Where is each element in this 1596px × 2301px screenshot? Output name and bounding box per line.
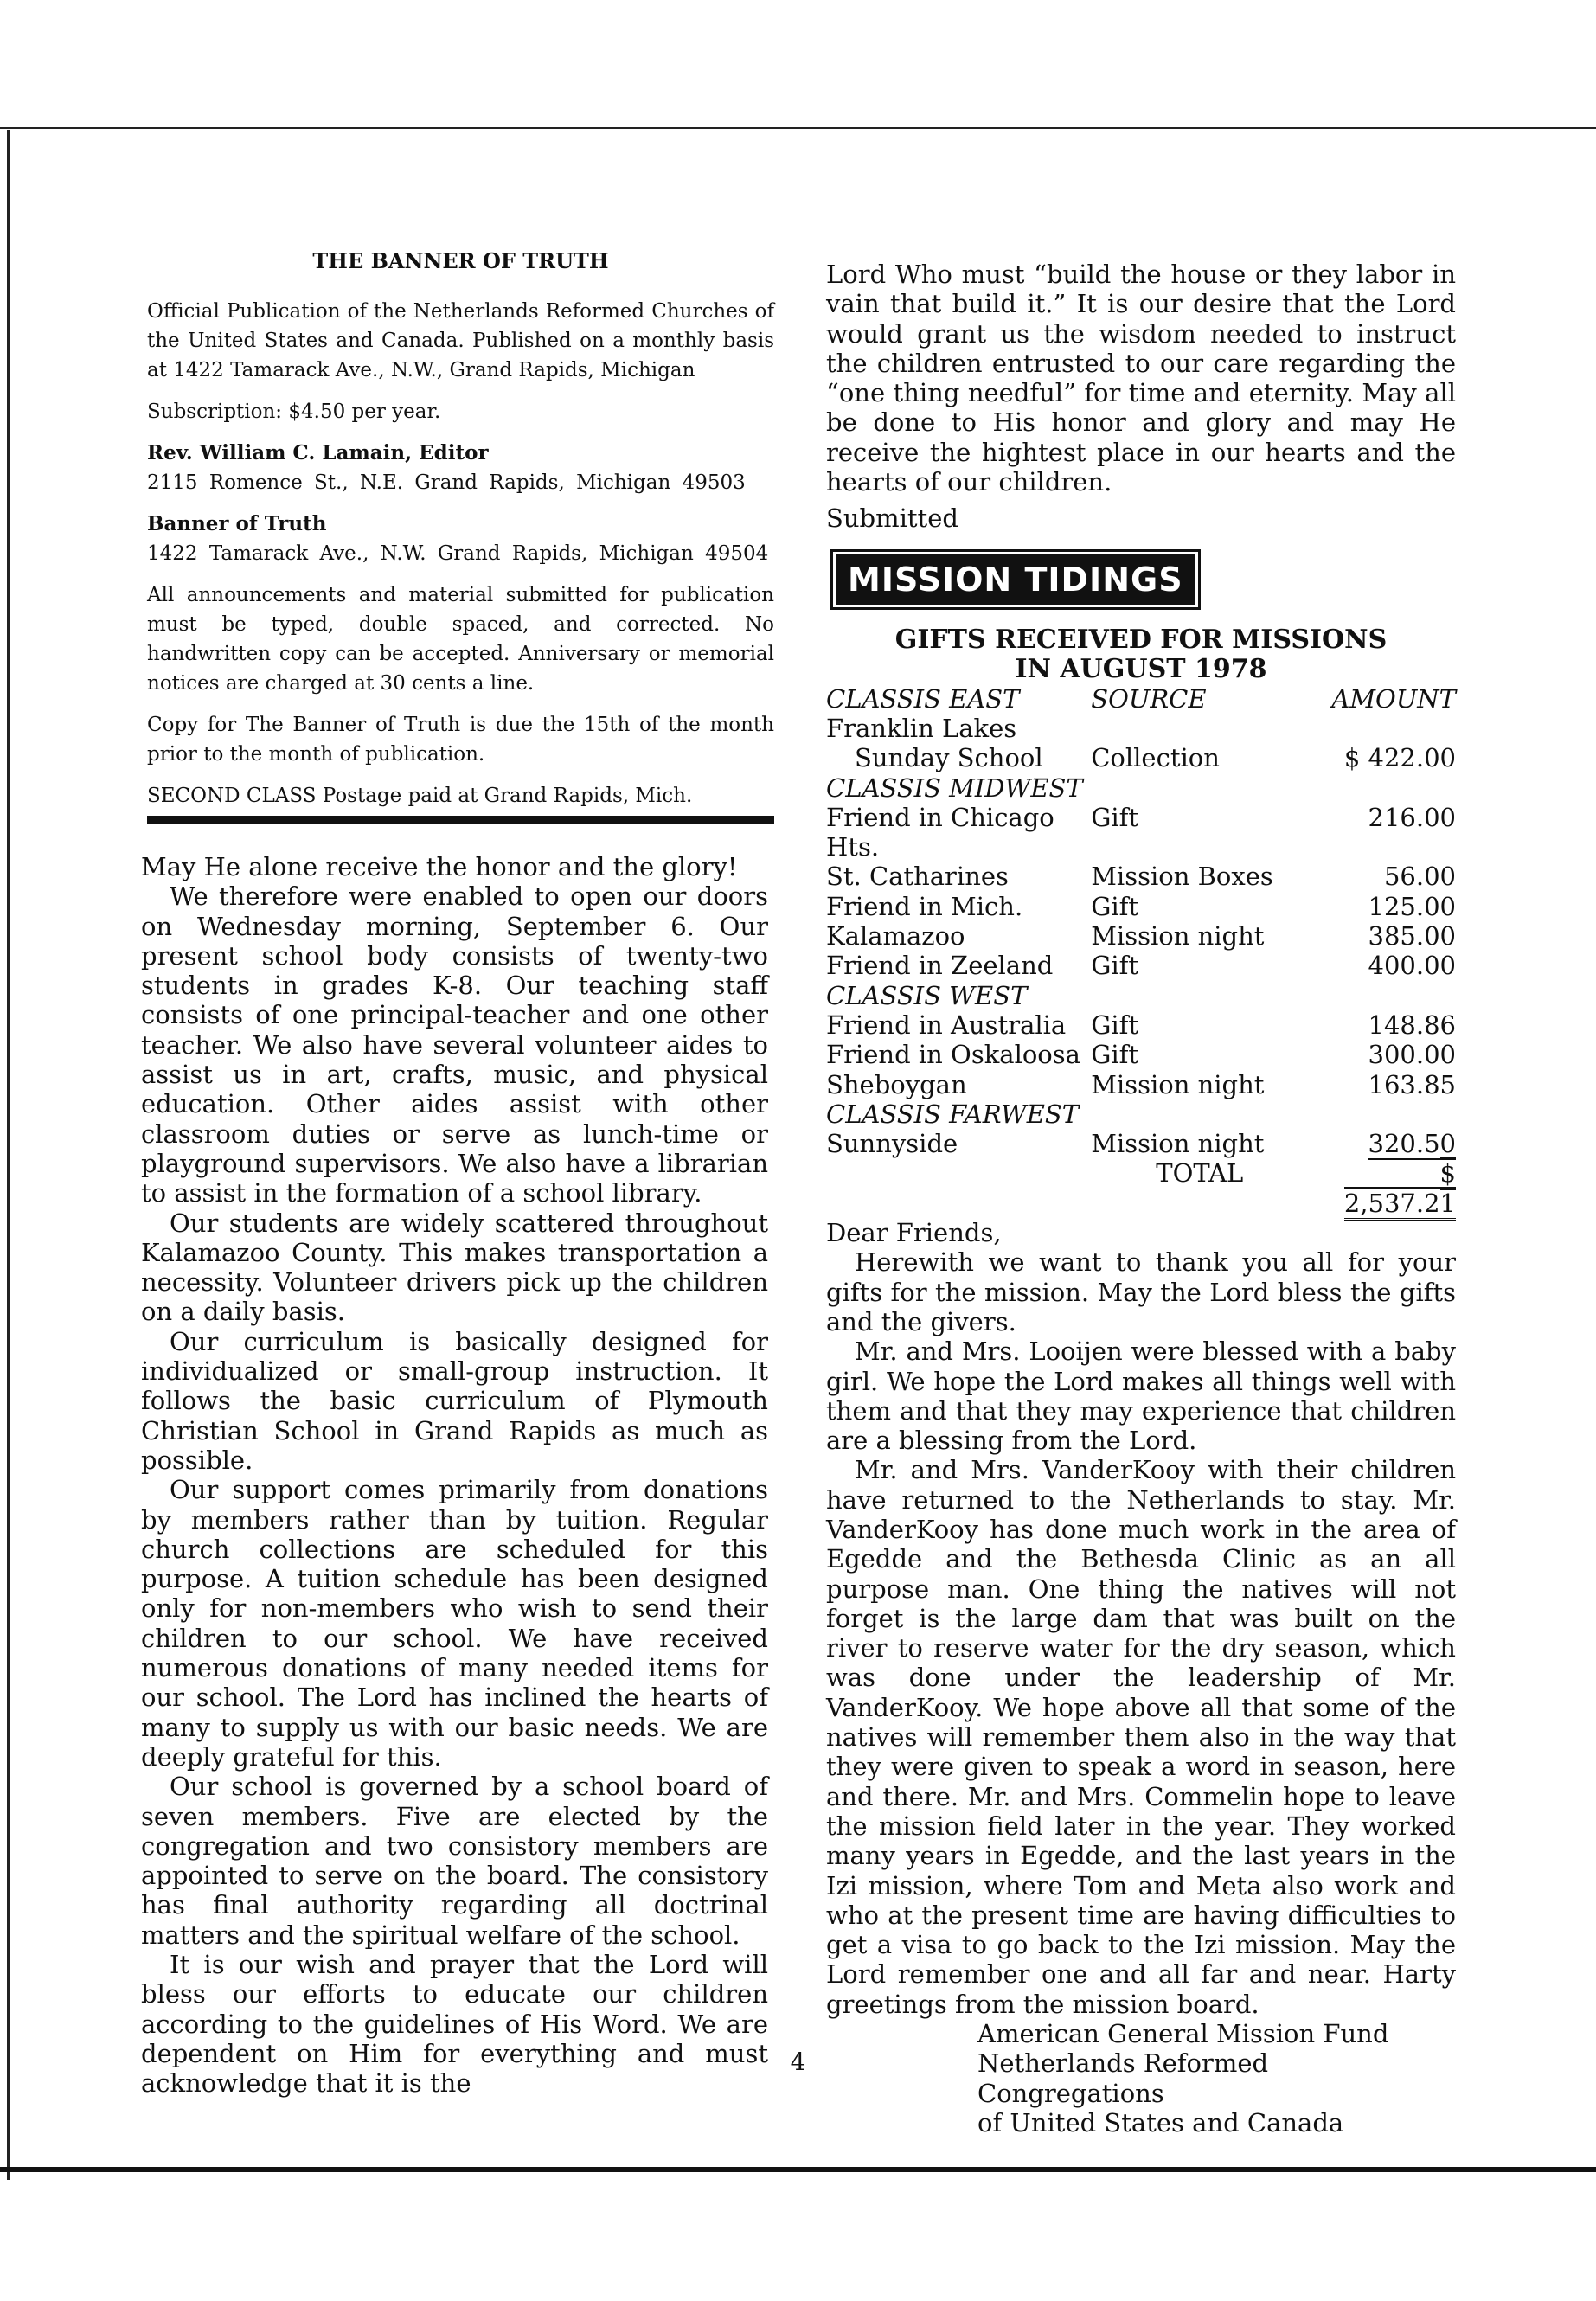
table-header-row: [826, 684, 1456, 714]
letter-signature: [977, 2019, 1456, 2138]
donor-name: Sheboygan: [826, 1069, 967, 1099]
header-source: SOURCE: [1091, 683, 1207, 714]
banner-address: 1422 Tamarack Ave., N.W. Grand Rapids, Michigan 49504: [147, 542, 769, 565]
classis-heading: CLASSIS MIDWEST: [826, 772, 1083, 803]
gift-source: Gift: [1091, 951, 1139, 981]
copy-due-notice: Copy for The Banner of Truth is due the 15th of the month prior to the month of publication.: [147, 714, 774, 766]
masthead-title: THE BANNER OF TRUTH: [312, 248, 609, 273]
classis-heading: CLASSIS WEST: [826, 980, 1028, 1010]
gift-amount: 148.86: [1368, 1009, 1456, 1040]
table-row: [826, 921, 1456, 951]
donor-name: Friend in Chicago Hts.: [826, 802, 1054, 862]
mission-tidings-label: MISSION TIDINGS: [836, 554, 1195, 605]
table-row: [826, 1010, 1456, 1040]
top-rule: [0, 127, 1596, 129]
gift-amount: 125.00: [1368, 891, 1456, 921]
gift-source: Gift: [1091, 1040, 1139, 1070]
donor-name: Sunnyside: [826, 1129, 958, 1159]
gift-source: Gift: [1091, 802, 1139, 832]
total-amount-value: $ 2,537.21: [1344, 1157, 1456, 1220]
donor-name: Franklin Lakes: [826, 713, 1017, 743]
body-paragraph: Our support comes primarily from donations by members rather than by tuition. Regular church collections are scheduled for this purpose. A tuition schedule has been designed only for non-members who wish to send their children to our school. We have received numerous donations of many needed items for our school. The Lord has inclined the hearts of many to supply us with our basic needs. We are deeply grateful for this.: [141, 1475, 768, 1772]
donor-name: Friend in Oskaloosa: [826, 1040, 1080, 1070]
table-row: [826, 951, 1456, 980]
official-notice: Official Publication of the Netherlands Reformed Churches of the United States and Canada. Published on a monthly basis at 1422 Tamarack Ave., N.W., Grand Rapids, Michigan: [147, 300, 774, 381]
letter-paragraph: Mr. and Mrs. VanderKooy with their children have returned to the Netherlands to stay. Mr. VanderKooy has done much work in the area of Egedde and the Bethesda Clinic as an all purpose man. One thing the natives will not forget is the large dam that was built on the river to reserve water for the dry season, which was done under the leadership of Mr. VanderKooy. We hope above all that some of the natives will remember them also in the way that they were given to speak a word in season, here and there. Mr. and Mrs. Commelin hope to leave the mission field later in the year. They worked many years in Egedde, and the last years in the Izi mission, where Tom and Meta also work and who at the present time are having difficulties to get a visa to go back to the Izi mission. May the Lord remember one and all far and near. Harty greetings from the mission board.: [826, 1455, 1456, 2019]
table-row: [826, 803, 1456, 862]
donor-name: Kalamazoo: [826, 921, 965, 952]
signature-line: of United States and Canada: [977, 2107, 1344, 2138]
gift-source: Gift: [1091, 891, 1139, 921]
total-row: [826, 1158, 1456, 1218]
donor-name: Friend in Zeeland: [826, 951, 1054, 981]
table-row: [826, 862, 1456, 891]
gift-amount: 56.00: [1383, 862, 1456, 892]
table-row: [826, 743, 1456, 772]
page-number: 4: [790, 2048, 806, 2076]
header-classis-east: CLASSIS EAST: [826, 683, 1020, 714]
subscription: Subscription: $4.50 per year.: [147, 401, 441, 423]
gift-amount: 300.00: [1368, 1040, 1456, 1070]
bottom-rule: [0, 2167, 1596, 2172]
editor-name: Rev. William C. Lamain, Editor: [147, 441, 489, 465]
donor-name: Friend in Mich.: [826, 891, 1023, 921]
gift-source: Mission night: [1091, 1069, 1265, 1099]
submitted-credit: Submitted: [826, 503, 958, 534]
editor-address: 2115 Romence St., N.E. Grand Rapids, Michigan 49503: [147, 471, 746, 494]
left-edge-rule: [7, 130, 10, 2180]
gift-amount: 400.00: [1368, 951, 1456, 981]
gift-amount: 385.00: [1368, 921, 1456, 952]
mission-tidings-banner: [830, 549, 1201, 610]
gift-source: Mission night: [1091, 1129, 1265, 1159]
banner-label: Banner of Truth: [147, 512, 327, 535]
body-paragraph: Our curriculum is basically designed for individualized or small-group instruction. It follows the basic curriculum of Plymouth Christian School in Grand Rapids as much as possible.: [141, 1326, 768, 1475]
donor-name: Sunday School: [855, 743, 1043, 773]
donor-name: St. Catharines: [826, 862, 1009, 892]
body-paragraph: We therefore were enabled to open our doors on Wednesday morning, September 6. Our present school body consists of twenty-two students in grades K-8. Our teaching staff consists of one principal-teacher and one other teacher. We also have several volunteer aides to assist us in art, crafts, music, and physical education. Other aides assist with other classroom duties or serve as lunch-time or playground supervisors. We also have a librarian to assist in the formation of a school library.: [141, 881, 768, 1208]
gift-amount: [1331, 1129, 1456, 1158]
table-row: [826, 1129, 1456, 1158]
table-row: [826, 714, 1456, 743]
body-paragraph: It is our wish and prayer that the Lord will bless our efforts to educate our children according to the guidelines of His Word. We are dependent on Him for everything and must acknowledge that it is the: [141, 1949, 768, 2099]
gifts-title-line: IN AUGUST 1978: [1015, 653, 1267, 684]
total-amount: [1331, 1158, 1456, 1218]
gift-amount: 163.85: [1368, 1069, 1456, 1099]
table-row: [826, 773, 1456, 803]
table-row: [826, 1040, 1456, 1069]
donor-name: Friend in Australia: [826, 1009, 1067, 1040]
gifts-title: [826, 625, 1456, 684]
letter-greeting: Dear Friends,: [826, 1218, 1002, 1248]
masthead: [147, 247, 774, 824]
gifts-table: [826, 684, 1456, 1218]
article-continuation: Lord Who must “build the house or they labor in vain that build it.” It is our desire that the Lord would grant us the wisdom needed to instruct the children entrusted to our care regarding the “one thing needful” for time and eternity. May all be done to His honor and glory and may He receive the hightest place in our hearts and the hearts of our children.: [826, 260, 1456, 497]
letter-paragraph: Mr. and Mrs. Looijen were blessed with a baby girl. We hope the Lord makes all things well with them and that they may experience that children are a blessing from the Lord.: [826, 1336, 1456, 1456]
signature-line: Netherlands Reformed Congregations: [977, 2048, 1269, 2108]
table-row: [826, 1070, 1456, 1099]
left-article-body: [141, 852, 768, 2098]
gift-amount: 216.00: [1368, 802, 1456, 832]
gift-source: Collection: [1091, 743, 1220, 773]
total-label: TOTAL: [1156, 1158, 1244, 1189]
gift-amount-value: 320.50: [1368, 1129, 1456, 1159]
postage-notice: SECOND CLASS Postage paid at Grand Rapids, Mich.: [147, 785, 693, 807]
signature-line: American General Mission Fund: [977, 2019, 1389, 2049]
announcements-notice: All announcements and material submitted for publication must be typed, double spaced, and corrected. No handwritten copy can be accepted. Anniversary or memorial notices are charged at 30 cents a line.: [147, 584, 774, 695]
gift-amount: $ 422.00: [1343, 743, 1456, 773]
header-amount: AMOUNT: [1331, 683, 1456, 714]
body-paragraph: Our school is governed by a school board of seven members. Five are elected by the congregation and two consistory members are appointed to serve on the board. The consistory has final authority regarding all doctrinal matters and the spiritual welfare of the school.: [141, 1772, 768, 1950]
right-column: [826, 260, 1456, 2138]
gift-source: Gift: [1091, 1009, 1139, 1040]
masthead-divider: [147, 816, 774, 824]
gift-source: Mission Boxes: [1091, 862, 1273, 892]
gifts-title-line: GIFTS RECEIVED FOR MISSIONS: [894, 624, 1388, 655]
table-row: [826, 892, 1456, 921]
gift-source: Mission night: [1091, 921, 1265, 952]
classis-heading: CLASSIS FARWEST: [826, 1099, 1080, 1129]
body-paragraph: May He alone receive the honor and the glory!: [141, 852, 738, 881]
letter-paragraph: Herewith we want to thank you all for your gifts for the mission. May the Lord bless the gifts and the givers.: [826, 1247, 1456, 1336]
table-row: [826, 1099, 1456, 1129]
table-row: [826, 981, 1456, 1010]
body-paragraph: Our students are widely scattered throughout Kalamazoo County. This makes transportation a necessity. Volunteer drivers pick up the children on a daily basis.: [141, 1208, 768, 1327]
